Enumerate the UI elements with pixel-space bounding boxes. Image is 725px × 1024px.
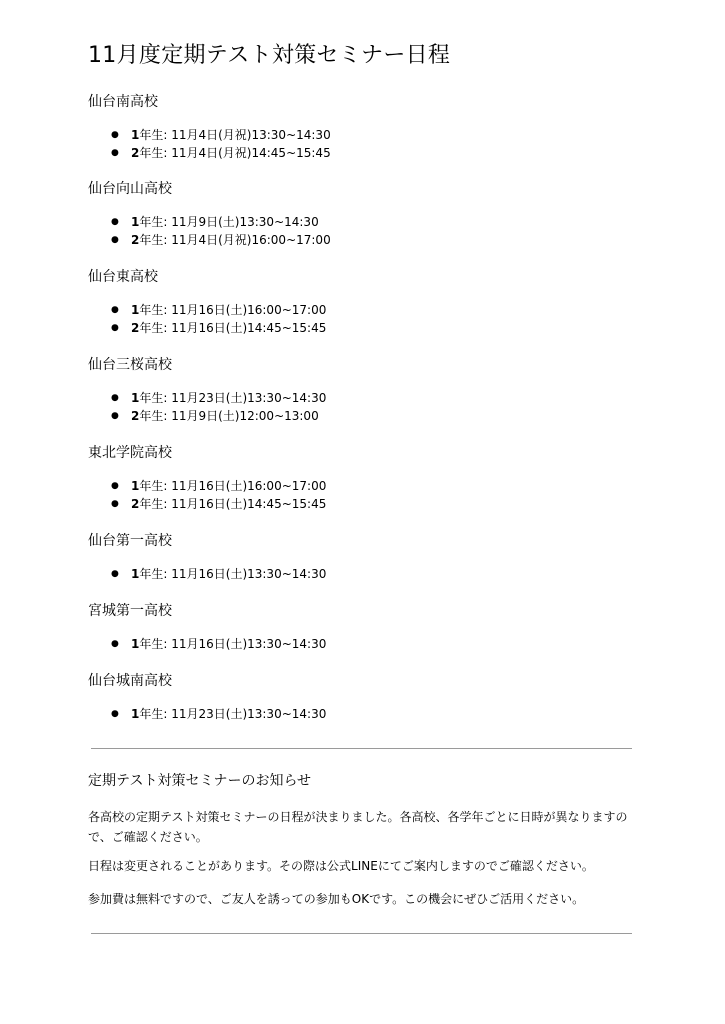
bullet-icon: ● (111, 130, 119, 140)
schedule-date: 11月9日(土)13:30~14:30 (171, 215, 319, 229)
grade-label: 年生: (139, 497, 172, 511)
grade-number: 2 (131, 233, 140, 247)
grade-number: 1 (131, 707, 140, 721)
list-item (111, 705, 326, 723)
schedule-date: 11月9日(土)12:00~13:00 (171, 409, 319, 423)
grade-number: 2 (131, 497, 140, 511)
schedule-list-sendai-jonan (111, 705, 326, 723)
grade-number: 1 (131, 637, 140, 651)
bullet-icon: ● (111, 639, 119, 649)
list-item (111, 495, 326, 513)
grade-label: 年生: (139, 409, 172, 423)
grade-label: 年生: (139, 128, 172, 142)
schedule-list-miyagi-daiichi (111, 635, 326, 653)
school-heading-sendai-higashi: 仙台東高校 (88, 269, 158, 285)
list-item (111, 231, 331, 249)
grade-number: 2 (131, 321, 140, 335)
grade-number: 1 (131, 215, 140, 229)
school-heading-sendai-minami: 仙台南高校 (88, 94, 158, 110)
list-item (111, 389, 326, 407)
notice-paragraph: 各高校の定期テスト対策セミナーの日程が決まりました。各高校、各学年ごとに日時が異なりますので、ご確認ください。 (88, 810, 628, 844)
notice-paragraph: 日程は変更されることがあります。その際は公式LINEにてご案内しますのでご確認ください。 (88, 859, 594, 873)
grade-label: 年生: (139, 391, 172, 405)
grade-number: 1 (131, 128, 140, 142)
bullet-icon: ● (111, 323, 119, 333)
grade-label: 年生: (139, 479, 172, 493)
schedule-date: 11月16日(土)16:00~17:00 (171, 479, 327, 493)
school-heading-miyagi-daiichi: 宮城第一高校 (88, 603, 172, 619)
bullet-icon: ● (111, 305, 119, 315)
bullet-icon: ● (111, 411, 119, 421)
horizontal-divider (91, 933, 632, 934)
school-heading-sendai-mukaiyama: 仙台向山高校 (88, 181, 172, 197)
notice-paragraph: 参加費は無料ですので、ご友人を誘っての参加もOKです。この機会にぜひご活用ください。 (88, 892, 585, 906)
list-item (111, 213, 331, 231)
grade-number: 2 (131, 146, 140, 160)
list-item (111, 635, 326, 653)
school-heading-sendai-daiichi: 仙台第一高校 (88, 533, 172, 549)
school-heading-sendai-sanou: 仙台三桜高校 (88, 357, 172, 373)
schedule-date: 11月16日(土)14:45~15:45 (171, 497, 327, 511)
grade-label: 年生: (139, 707, 172, 721)
schedule-list-sendai-higashi (111, 301, 326, 337)
grade-label: 年生: (139, 303, 172, 317)
schedule-date: 11月16日(土)14:45~15:45 (171, 321, 327, 335)
list-item (111, 144, 331, 162)
list-item (111, 319, 326, 337)
bullet-icon: ● (111, 148, 119, 158)
bullet-icon: ● (111, 481, 119, 491)
grade-label: 年生: (139, 146, 172, 160)
bullet-icon: ● (111, 235, 119, 245)
grade-number: 1 (131, 391, 140, 405)
bullet-icon: ● (111, 569, 119, 579)
schedule-date: 11月16日(土)13:30~14:30 (171, 637, 327, 651)
bullet-icon: ● (111, 393, 119, 403)
grade-number: 1 (131, 567, 140, 581)
schedule-list-sendai-mukaiyama (111, 213, 331, 249)
notice-heading: 定期テスト対策セミナーのお知らせ (88, 773, 312, 789)
bullet-icon: ● (111, 499, 119, 509)
bullet-icon: ● (111, 217, 119, 227)
grade-label: 年生: (139, 215, 172, 229)
schedule-date: 11月4日(月祝)14:45~15:45 (171, 146, 331, 160)
schedule-date: 11月4日(月祝)16:00~17:00 (171, 233, 331, 247)
grade-number: 2 (131, 409, 140, 423)
schedule-date: 11月23日(土)13:30~14:30 (171, 707, 327, 721)
schedule-date: 11月16日(土)13:30~14:30 (171, 567, 327, 581)
horizontal-divider (91, 748, 632, 749)
list-item (111, 565, 326, 583)
schedule-list-sendai-sanou (111, 389, 326, 425)
schedule-list-sendai-daiichi (111, 565, 326, 583)
grade-number: 1 (131, 479, 140, 493)
bullet-icon: ● (111, 709, 119, 719)
school-heading-tohoku-gakuin: 東北学院高校 (88, 445, 172, 461)
grade-label: 年生: (139, 321, 172, 335)
schedule-date: 11月16日(土)16:00~17:00 (171, 303, 327, 317)
grade-label: 年生: (139, 637, 172, 651)
schedule-date: 11月4日(月祝)13:30~14:30 (171, 128, 331, 142)
list-item (111, 301, 326, 319)
schedule-list-sendai-minami (111, 126, 331, 162)
schedule-date: 11月23日(土)13:30~14:30 (171, 391, 327, 405)
school-heading-sendai-jonan: 仙台城南高校 (88, 673, 172, 689)
grade-number: 1 (131, 303, 140, 317)
page-title: 11月度定期テスト対策セミナー日程 (88, 43, 451, 68)
list-item (111, 126, 331, 144)
grade-label: 年生: (139, 567, 172, 581)
list-item (111, 407, 326, 425)
grade-label: 年生: (139, 233, 172, 247)
schedule-list-tohoku-gakuin (111, 477, 326, 513)
list-item (111, 477, 326, 495)
